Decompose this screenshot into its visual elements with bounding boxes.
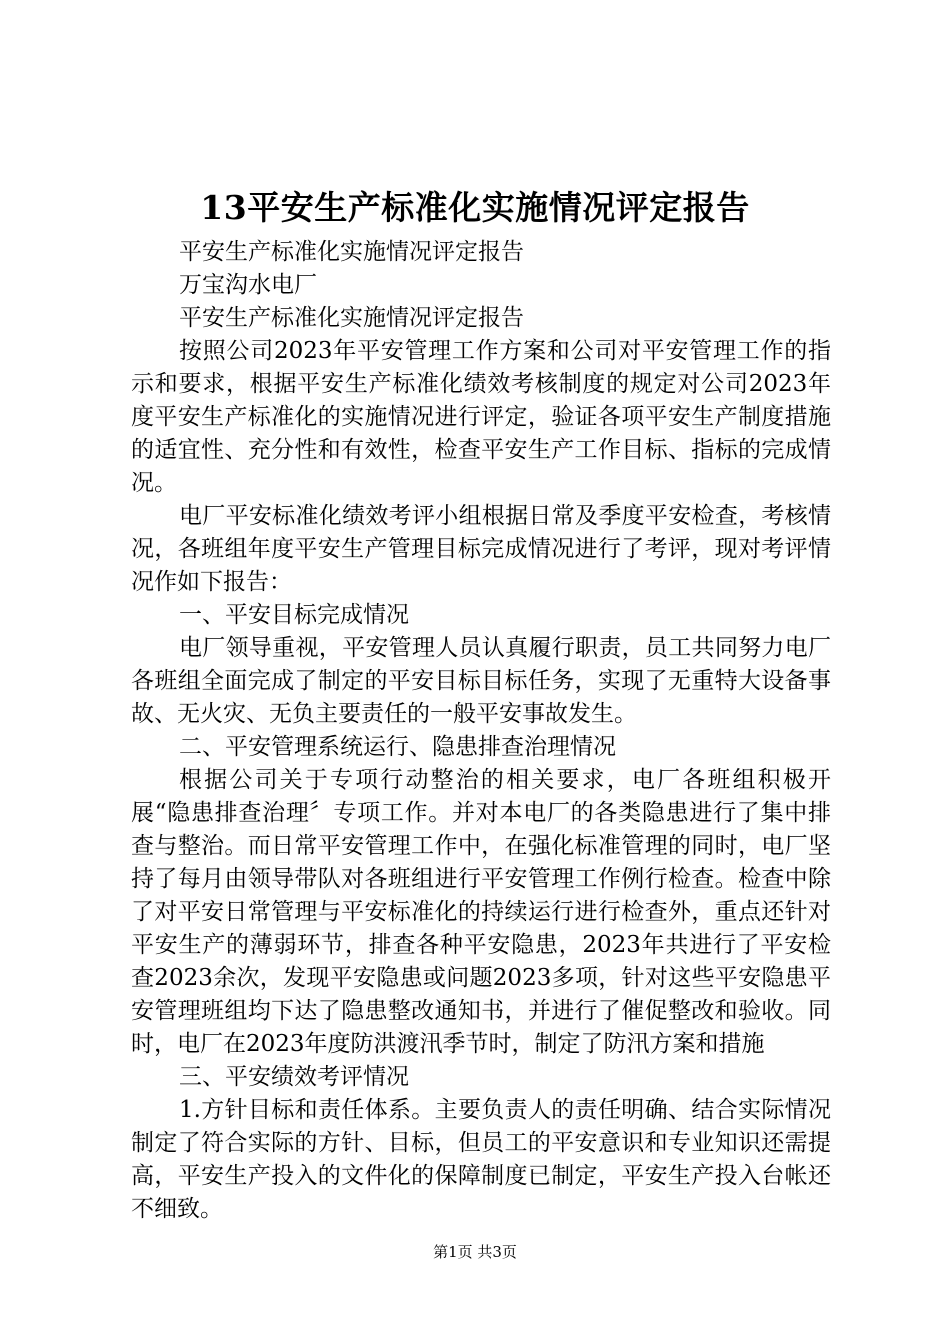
section-heading-1: 一、平安目标完成情况 bbox=[179, 602, 409, 628]
page-footer: 第1页 共3页 bbox=[433, 1243, 517, 1261]
paragraph-section-1: 电厂领导重视，平安管理人员认真履行职责，员工共同努力电厂各班组全面完成了制定的平安目标目标任务，实现了无重特大设备事故、无火灾、无负主要责任的一般平安事故发生。 bbox=[131, 635, 831, 727]
document-title: 13平安生产标准化实施情况评定报告 bbox=[200, 188, 750, 227]
paragraph-section-2: 根据公司关于专项行动整治的相关要求，电厂各班组积极开展“隐患排查治理〞专项工作。并对本电厂的各类隐患进行了集中排查与整治。而日常平安管理工作中，在强化标准管理的同时，电厂坚持了每月由领导带队对各班组进行平安管理工作例行检查。检查中除了对平安日常管理与平安标准化的持续运行进行检查外，重点还针对平安生产的薄弱环节，排查各种平安隐患，2023年共进行了平安检查2023余次，发现平安隐患或问题2023多项，针对这些平安隐患平安管理班组均下达了隐患整改通知书，并进行了催促整改和验收。同时，电厂在2023年度防洪渡汛季节时，制定了防汛方案和措施 bbox=[131, 767, 831, 1057]
document-body bbox=[131, 236, 831, 1226]
paragraph-section-3-item-1: 1.方针目标和责任体系。主要负责人的责任明确、结合实际情况制定了符合实际的方针、目标，但员工的平安意识和专业知识还需提高，平安生产投入的文件化的保障制度已制定，平安生产投入台帐还不细致。 bbox=[131, 1097, 831, 1222]
paragraph-organization: 万宝沟水电厂 bbox=[179, 272, 317, 298]
paragraph-report-heading: 平安生产标准化实施情况评定报告 bbox=[179, 305, 524, 331]
paragraph-introduction: 按照公司2023年平安管理工作方案和公司对平安管理工作的指示和要求，根据平安生产标准化绩效考核制度的规定对公司2023年度平安生产标准化的实施情况进行评定，验证各项平安生产制度措施的适宜性、充分性和有效性，检查平安生产工作目标、指标的完成情况。 bbox=[131, 338, 831, 496]
section-heading-2: 二、平安管理系统运行、隐患排查治理情况 bbox=[179, 734, 616, 760]
paragraph-evaluation-overview: 电厂平安标准化绩效考评小组根据日常及季度平安检查，考核情况，各班组年度平安生产管理目标完成情况进行了考评，现对考评情况作如下报告： bbox=[131, 503, 831, 595]
section-heading-3: 三、平安绩效考评情况 bbox=[179, 1064, 409, 1090]
paragraph-subtitle: 平安生产标准化实施情况评定报告 bbox=[179, 239, 524, 265]
